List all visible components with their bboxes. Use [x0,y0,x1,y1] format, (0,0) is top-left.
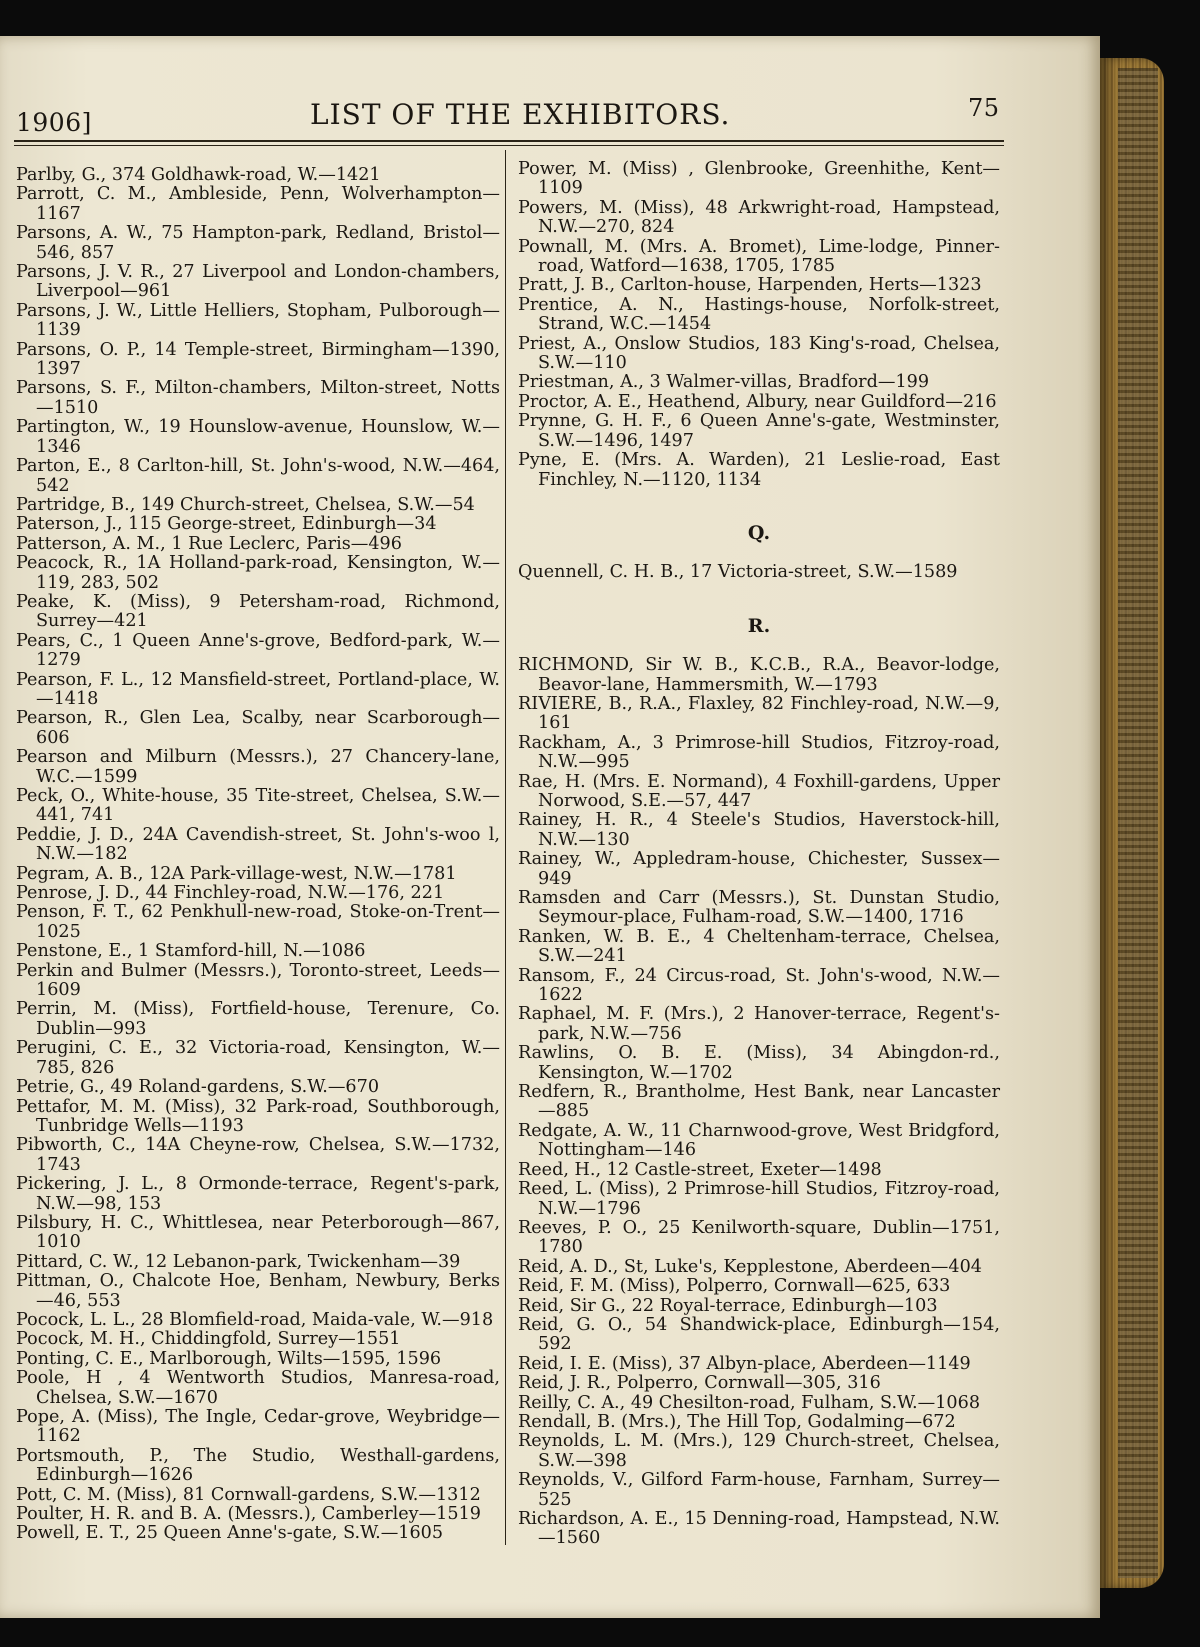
exhibitor-entry: Perugini, C. E., 32 Victoria-road, Kensington, W.—785, 826 [16,1038,500,1078]
exhibitor-entry: Rawlins, O. B. E. (Miss), 34 Abingdon-rd., Kensington, W.—1702 [518,1043,1000,1083]
exhibitor-entry: Pocock, L. L., 28 Blomfield-road, Maida-vale, W.—918 [16,1309,494,1330]
book-page-edge [1100,58,1164,1588]
exhibitor-entry: Rendall, B. (Mrs.), The Hill Top, Godalming—672 [518,1411,956,1432]
exhibitor-entry: Peck, O., White-house, 35 Tite-street, Chelsea, S.W.—441, 741 [16,786,500,826]
exhibitor-entry: Reid, F. M. (Miss), Polperro, Cornwall—625, 633 [518,1276,951,1297]
exhibitor-entry: Perrin, M. (Miss), Fortfield-house, Terenure, Co. Dublin—993 [16,999,500,1039]
book-spine [1118,68,1158,1578]
exhibitor-entry: Partridge, B., 149 Church-street, Chelsea, S.W.—54 [16,494,475,515]
exhibitor-entry: Reed, L. (Miss), 2 Primrose-hill Studios, Fitzroy-road, N.W.—1796 [518,1179,1000,1219]
section-heading-q: Q. [747,521,771,544]
exhibitor-entry: Pibworth, C., 14A Cheyne-row, Chelsea, S.W.—1732, 1743 [16,1135,500,1175]
exhibitor-entry: Pearson, F. L., 12 Mansfield-street, Portland-place, W.—1418 [16,669,500,709]
exhibitor-entry: Petrie, G., 49 Roland-gardens, S.W.—670 [16,1077,380,1098]
exhibitor-entry: Powers, M. (Miss), 48 Arkwright-road, Hampstead, N.W.—270, 824 [518,197,1000,238]
exhibitor-entry: Reid, J. R., Polperro, Cornwall—305, 316 [518,1373,881,1394]
page-number: 75 [968,94,1000,122]
exhibitor-entry: RIVIERE, B., R.A., Flaxley, 82 Finchley-road, N.W.—9, 161 [518,693,1000,734]
exhibitor-entry: Pratt, J. B., Carlton-house, Harpenden, Herts—1323 [518,275,982,296]
exhibitor-entry: Reynolds, L. M. (Mrs.), 129 Church-street, Chelsea, S.W.—398 [518,1431,1000,1471]
exhibitor-entry: Reynolds, V., Gilford Farm-house, Farnham, Surrey—525 [518,1470,1000,1510]
column-divider [505,150,506,1545]
exhibitor-entry: Portsmouth, P., The Studio, Westhall-gardens, Edinburgh—1626 [16,1445,500,1486]
exhibitor-entry: Powell, E. T., 25 Queen Anne's-gate, S.W.—1605 [16,1523,444,1544]
exhibitor-entry: Peddie, J. D., 24A Cavendish-street, St. John's-woo l, N.W.—182 [16,824,500,865]
exhibitor-entry: Priestman, A., 3 Walmer-villas, Bradford—199 [518,372,930,393]
exhibitor-entry: Richardson, A. E., 15 Denning-road, Hampstead, N.W.—1560 [518,1509,1000,1549]
exhibitor-entry: Pittard, C. W., 12 Lebanon-park, Twickenham—39 [16,1251,461,1272]
exhibitor-entry: Proctor, A. E., Heathend, Albury, near Guildford—216 [518,391,997,412]
exhibitor-entry: Ransom, F., 24 Circus-road, St. John's-wood, N.W.—1622 [518,965,1000,1006]
exhibitor-entry: Ramsden and Carr (Messrs.), St. Dunstan Studio, Seymour-place, Fulham-road, S.W.—1400, 1716 [518,888,1000,928]
exhibitor-entry: Parsons, O. P., 14 Temple-street, Birmingham—1390, 1397 [16,339,500,380]
exhibitor-entry: Paterson, J., 115 George-street, Edinburgh—34 [16,514,437,535]
exhibitor-entry: Prynne, G. H. F., 6 Queen Anne's-gate, Westminster, S.W.—1496, 1497 [518,411,1000,451]
exhibitor-entry: Parsons, J. V. R., 27 Liverpool and London-chambers, Liverpool—961 [16,262,500,302]
exhibitor-entry: Pegram, A. B., 12A Park-village-west, N.W.—1781 [16,863,457,884]
q-entries [518,563,1000,582]
exhibitor-entry: Reeves, P. O., 25 Kenilworth-square, Dublin—1751, 1780 [518,1217,1000,1258]
r-entries [518,656,1000,1549]
exhibitor-entry: Penstone, E., 1 Stamford-hill, N.—1086 [16,941,366,962]
exhibitor-entry: Pears, C., 1 Queen Anne's-grove, Bedford-park, W.—1279 [16,630,500,671]
exhibitor-entry: Reed, H., 12 Castle-street, Exeter—1498 [518,1159,882,1180]
exhibitor-entry: Pope, A. (Miss), The Ingle, Cedar-grove, Weybridge—1162 [16,1407,500,1447]
exhibitor-entry: Parsons, J. W., Little Helliers, Stopham, Pulborough—1139 [16,300,500,341]
exhibitor-entry: Poulter, H. R. and B. A. (Messrs.), Camberley—1519 [16,1504,481,1525]
exhibitor-entry: Rainey, H. R., 4 Steele's Studios, Haverstock-hill, N.W.—130 [518,810,1000,850]
exhibitor-entry: Prentice, A. N., Hastings-house, Norfolk-street, Strand, W.C.—1454 [518,294,1000,335]
header-rule-thin [14,145,1004,146]
section-heading-r: R. [747,614,771,637]
left-column [16,166,500,1544]
exhibitor-entry: Pyne, E. (Mrs. A. Warden), 21 Leslie-road, East Finchley, N.—1120, 1134 [518,450,1000,490]
page-title: LIST OF THE EXHIBITORS. [310,98,731,131]
exhibitor-entry: Raphael, M. F. (Mrs.), 2 Hanover-terrace, Regent's-park, N.W.—756 [518,1004,1000,1044]
exhibitor-entry: Pittman, O., Chalcote Hoe, Benham, Newbury, Berks—46, 553 [16,1271,500,1311]
exhibitor-entry: Ponting, C. E., Marlborough, Wilts—1595, 1596 [16,1348,442,1369]
exhibitor-entry: Pickering, J. L., 8 Ormonde-terrace, Regent's-park, N.W.—98, 153 [16,1174,500,1214]
exhibitor-entry: Reid, Sir G., 22 Royal-terrace, Edinburgh—103 [518,1295,938,1316]
exhibitor-entry: Reid, I. E. (Miss), 37 Albyn-place, Aberdeen—1149 [518,1353,971,1374]
exhibitor-entry: Rackham, A., 3 Primrose-hill Studios, Fitzroy-road, N.W.—995 [518,732,1000,773]
exhibitor-entry: Penson, F. T., 62 Penkhull-new-road, Stoke-on-Trent—1025 [16,902,500,942]
exhibitor-entry: Rainey, W., Appledram-house, Chichester, Sussex—949 [518,849,1000,889]
exhibitor-entry: Redfern, R., Brantholme, Hest Bank, near Lancaster—885 [518,1082,1000,1122]
exhibitor-entry: RICHMOND, Sir W. B., K.C.B., R.A., Beavor-lodge, Beavor-lane, Hammersmith, W.—1793 [518,655,1000,695]
page-header [10,92,1000,138]
p-entries [518,160,1000,490]
exhibitor-entry: Parsons, A. W., 75 Hampton-park, Redland, Bristol—546, 857 [16,223,500,263]
exhibitor-entry: Perkin and Bulmer (Messrs.), Toronto-street, Leeds—1609 [16,960,500,1001]
header-year: 1906] [16,108,92,137]
exhibitor-entry: Ranken, W. B. E., 4 Cheltenham-terrace, Chelsea, S.W.—241 [518,926,1000,967]
exhibitor-entry: Pettafor, M. M. (Miss), 32 Park-road, Southborough, Tunbridge Wells—1193 [16,1096,500,1136]
exhibitor-entry: Parton, E., 8 Carlton-hill, St. John's-wood, N.W.—464, 542 [16,456,500,496]
exhibitor-entry: Pearson, R., Glen Lea, Scalby, near Scarborough—606 [16,708,500,748]
exhibitor-entry: Patterson, A. M., 1 Rue Leclerc, Paris—496 [16,533,402,554]
exhibitor-entry: Pott, C. M. (Miss), 81 Cornwall-gardens, S.W.—1312 [16,1484,481,1505]
right-column [518,160,1000,1549]
exhibitor-entry: Power, M. (Miss) , Glenbrooke, Greenhithe, Kent—1109 [518,159,1000,199]
exhibitor-entry: Peake, K. (Miss), 9 Petersham-road, Richmond, Surrey—421 [16,591,500,632]
exhibitor-entry: Parlby, G., 374 Goldhawk-road, W.—1421 [16,165,381,185]
exhibitor-entry: Priest, A., Onslow Studios, 183 King's-road, Chelsea, S.W.—110 [518,333,1000,374]
exhibitor-entry: Pearson and Milburn (Messrs.), 27 Chancery-lane, W.C.—1599 [16,747,500,787]
exhibitor-entry: Pocock, M. H., Chiddingfold, Surrey—1551 [16,1329,401,1350]
exhibitor-entry: Rae, H. (Mrs. E. Normand), 4 Foxhill-gardens, Upper Norwood, S.E.—57, 447 [518,771,1000,811]
exhibitor-entry: Reid, G. O., 54 Shandwick-place, Edinburgh—154, 592 [518,1314,1000,1355]
exhibitor-entry: Peacock, R., 1A Holland-park-road, Kensington, W.—119, 283, 502 [16,553,500,593]
exhibitor-entry: Reid, A. D., St, Luke's, Kepplestone, Aberdeen—404 [518,1256,982,1277]
exhibitor-entry: Pownall, M. (Mrs. A. Bromet), Lime-lodge, Pinner-road, Watford—1638, 1705, 1785 [518,236,1000,277]
exhibitor-entry: Parrott, C. M., Ambleside, Penn, Wolverhampton—1167 [16,184,500,224]
header-rule [14,140,1004,142]
exhibitor-entry: Quennell, C. H. B., 17 Victoria-street, S.W.—1589 [518,562,958,583]
exhibitor-entry: Partington, W., 19 Hounslow-avenue, Hounslow, W.—1346 [16,417,500,457]
exhibitor-entry: Pilsbury, H. C., Whittlesea, near Peterborough—867, 1010 [16,1212,500,1253]
exhibitor-entry: Penrose, J. D., 44 Finchley-road, N.W.—176, 221 [16,883,445,904]
exhibitor-entry: Parsons, S. F., Milton-chambers, Milton-street, Notts—1510 [16,378,500,418]
exhibitor-entry: Poole, H , 4 Wentworth Studios, Manresa-road, Chelsea, S.W.—1670 [16,1368,500,1408]
exhibitor-entry: Redgate, A. W., 11 Charnwood-grove, West Bridgford, Nottingham—146 [518,1120,1000,1161]
exhibitor-entry: Reilly, C. A., 49 Chesilton-road, Fulham, S.W.—1068 [518,1392,981,1413]
